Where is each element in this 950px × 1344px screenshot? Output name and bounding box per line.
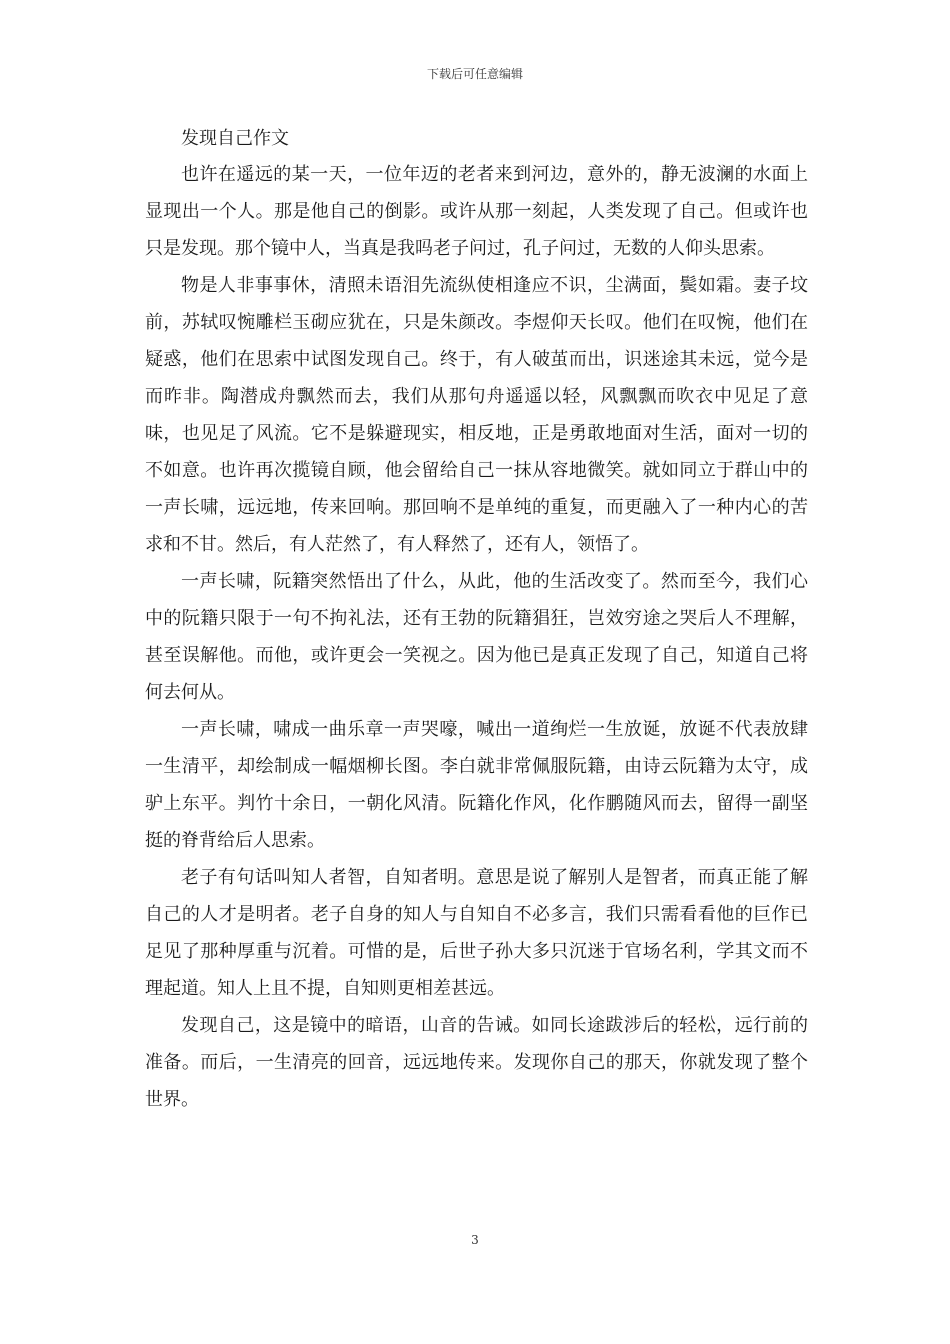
document-body [145, 122, 808, 1118]
paragraph-3: 一声长啸，阮籍突然悟出了什么，从此，他的生活改变了。然而至今，我们心中的阮籍只限于一句不拘礼法，还有王勃的阮籍猖狂，岂效穷途之哭后人不理解，甚至误解他。而他，或许更会一笑视之。因为他已是真正发现了自己，知道自己将何去何从。 [145, 571, 808, 703]
paragraph-1: 也许在遥远的某一天，一位年迈的老者来到河边，意外的，静无波澜的水面上显现出一个人。那是他自己的倒影。或许从那一刻起，人类发现了自己。但或许也只是发现。那个镜中人，当真是我吗老子问过，孔子问过，无数的人仰头思索。 [145, 164, 808, 259]
document-title: 发现自己作文 [181, 128, 289, 149]
page-number: 3 [471, 1233, 479, 1247]
paragraph-4: 一声长啸，啸成一曲乐章一声哭嚎，喊出一道绚烂一生放诞，放诞不代表放肆一生清平，却绘制成一幅烟柳长图。李白就非常佩服阮籍，由诗云阮籍为太守，成驴上东平。判竹十余日，一朝化风清。阮籍化作风，化作鹏随风而去，留得一副坚挺的脊背给后人思索。 [145, 719, 808, 851]
paragraph-2: 物是人非事事休，清照未语泪先流纵使相逢应不识，尘满面，鬓如霜。妻子坟前，苏轼叹惋雕栏玉砌应犹在，只是朱颜改。李煜仰天长叹。他们在叹惋，他们在疑惑，他们在思索中试图发现自己。终于，有人破茧而出，识迷途其未远，觉今是而昨非。陶潜成舟飘然而去，我们从那句舟遥遥以轻，风飘飘而吹衣中见足了意味，也见足了风流。它不是躲避现实，相反地，正是勇敢地面对生活，面对一切的不如意。也许再次揽镜自顾，他会留给自己一抹从容地微笑。就如同立于群山中的一声长啸，远远地，传来回响。那回响不是单纯的重复，而更融入了一种内心的苦求和不甘。然后，有人茫然了，有人释然了，还有人，领悟了。 [145, 275, 808, 555]
page-header: 下载后可任意编辑 [426, 67, 523, 81]
paragraph-5: 老子有句话叫知人者智，自知者明。意思是说了解别人是智者，而真正能了解自己的人才是明者。老子自身的知人与自知自不必多言，我们只需看看他的巨作已足见了那种厚重与沉着。可惜的是，后世子孙大多只沉迷于官场名利，学其文而不理起道。知人上且不提，自知则更相差甚远。 [145, 867, 808, 999]
paragraph-6: 发现自己，这是镜中的暗语，山音的告诫。如同长途跋涉后的轻松，远行前的准备。而后，一生清亮的回音，远远地传来。发现你自己的那天，你就发现了整个世界。 [145, 1015, 808, 1110]
